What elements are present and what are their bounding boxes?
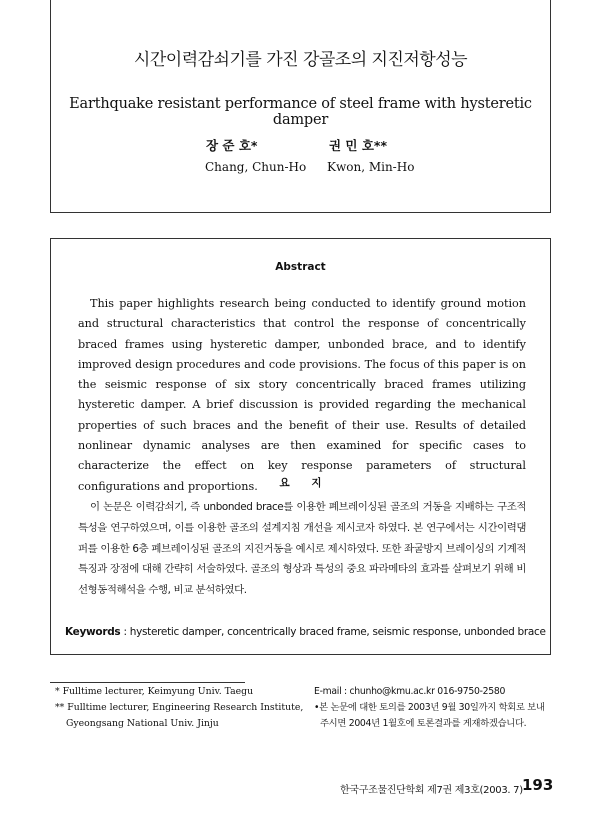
korean-title: 시간이력감쇠기를 가진 강골조의 지진저항성능 bbox=[133, 50, 468, 70]
journal-footer: 한국구조물진단학회 제7권 제3호(2003. 7) bbox=[340, 785, 523, 796]
page-number: 193 bbox=[522, 776, 554, 794]
author-2-english: Kwon, Min-Ho bbox=[327, 160, 415, 174]
author-1-english: Chang, Chun-Ho bbox=[205, 160, 307, 174]
footnote-2-cont: Gyeongsang National Univ. Jinju bbox=[66, 718, 219, 729]
keywords-label: Keywords bbox=[65, 626, 121, 638]
keywords bbox=[65, 626, 546, 638]
email-line: E-mail : chunho@kmu.ac.kr 016-9750-2580 bbox=[314, 686, 506, 697]
author-1-korean: 장 준 호* bbox=[206, 138, 258, 153]
abstract-box bbox=[50, 238, 551, 655]
english-title: Earthquake resistant performance of steel frame with hysteretic damper bbox=[69, 96, 532, 128]
discussion-note-1: •본 논문에 대한 토의를 2003년 9월 30일까지 학회로 보내 bbox=[314, 702, 545, 713]
abstract-heading: Abstract bbox=[275, 261, 326, 273]
discussion-note-2: 주시면 2004년 1월호에 토론결과를 게재하겠습니다. bbox=[320, 718, 527, 729]
footnote-rule bbox=[50, 682, 245, 683]
abstract-text: This paper highlights research being conducted to identify ground motion and structural characteristics that control the response of concentrically braced frames using hysteretic damper, unbonded brace, and to identify improved design procedures and code provisions. The focus of this paper is on the seismic response of six story concentrically braced frames utilizing hysteretic damper. A brief discussion is provided regarding the mechanical properties of such braces and the benefit of their use. Results of detailed nonlinear dynamic analyses are then examined for specific cases to characterize the effect on key response parameters of structural configurations and proportions. bbox=[78, 297, 526, 493]
summary-heading: 요 지 bbox=[279, 477, 322, 489]
footnote-2: ** Fulltime lecturer, Engineering Research Institute, bbox=[55, 702, 304, 713]
summary-text: 이 논문은 이력감쇠기, 즉 unbonded brace를 이용한 폐브레이싱된 골조의 거동을 지배하는 구조적 특성을 연구하였으며, 이를 이용한 골조의 설계지침 개선을 제시코자 하였다. 본 연구에서는 시간이력댐퍼를 이용한 6층 폐브레이싱된 골조의 지진거동을 예시로 제시하였다. 또한 좌굴방지 브레이싱의 기계적 특징과 장점에 대해 간략히 서술하였다. 골조의 형상과 특성의 중요 파라메타의 효과를 살펴보기 위해 비선형동적해석을 수행, 비교 분석하였다. bbox=[78, 501, 526, 597]
author-2-korean: 권 민 호** bbox=[329, 138, 388, 153]
footnote-1: * Fulltime lecturer, Keimyung Univ. Taegu bbox=[55, 686, 254, 697]
title-box bbox=[50, 0, 551, 213]
keywords-text: : hysteretic damper, concentrically braced frame, seismic response, unbonded brace bbox=[123, 626, 546, 638]
